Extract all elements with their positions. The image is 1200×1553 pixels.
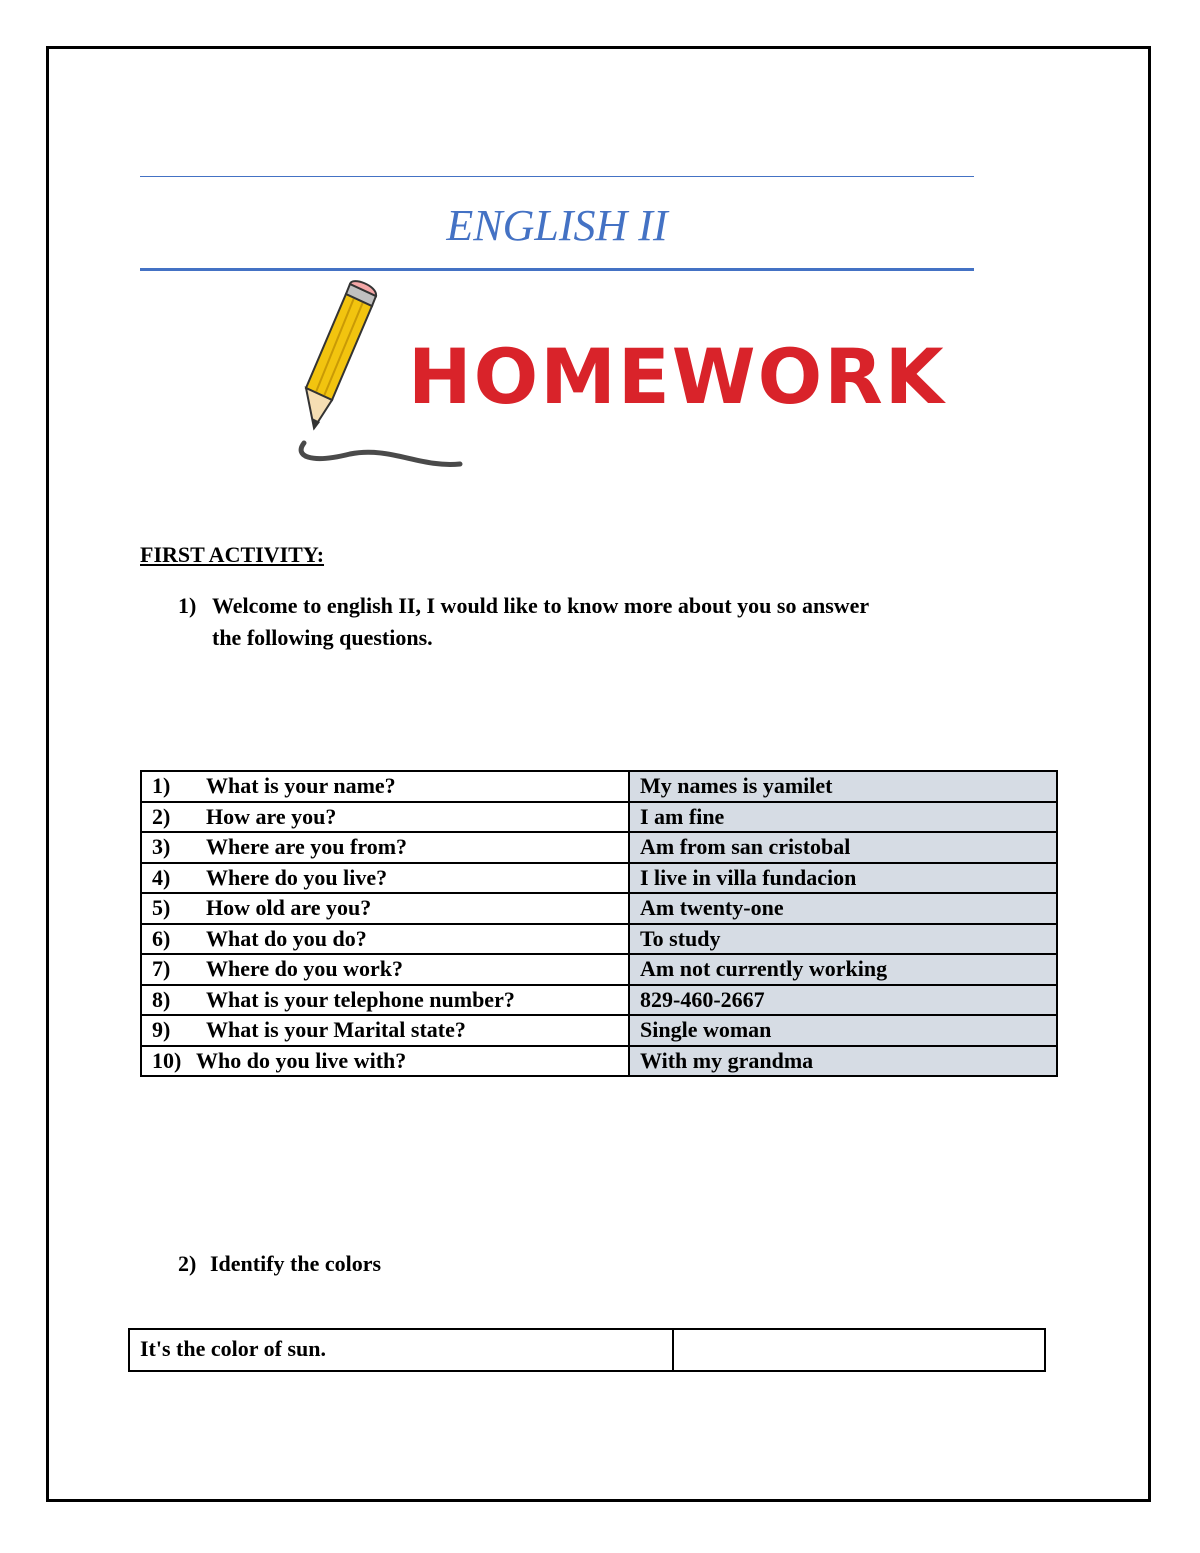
question-text: How old are you? xyxy=(206,895,372,921)
question-cell xyxy=(141,924,629,955)
question-number: 2) xyxy=(152,803,171,829)
question-cell xyxy=(141,832,629,863)
question-cell xyxy=(141,954,629,985)
document-title: ENGLISH II xyxy=(446,201,668,250)
answer-cell[interactable]: Single woman xyxy=(629,1015,1057,1046)
table-row xyxy=(141,1046,1057,1077)
colors-table xyxy=(128,1328,1046,1372)
colors-instruction-number: 2) xyxy=(178,1251,197,1276)
question-number: 3) xyxy=(152,834,171,860)
question-text: What is your telephone number? xyxy=(206,986,515,1012)
question-number: 10) xyxy=(152,1047,182,1073)
answer-cell[interactable]: 829-460-2667 xyxy=(629,985,1057,1016)
answer-cell[interactable]: I am fine xyxy=(629,802,1057,833)
question-text: What is your name? xyxy=(206,773,396,799)
question-cell xyxy=(141,1046,629,1077)
question-cell xyxy=(141,863,629,894)
table-row xyxy=(141,771,1057,802)
question-text: Where are you from? xyxy=(206,834,408,860)
title-rule-top xyxy=(140,176,974,177)
answer-cell[interactable]: To study xyxy=(629,924,1057,955)
question-cell xyxy=(141,1015,629,1046)
question-text: How are you? xyxy=(206,803,337,829)
question-number: 4) xyxy=(152,864,171,890)
answer-cell[interactable]: Am not currently working xyxy=(629,954,1057,985)
color-answer-cell[interactable] xyxy=(673,1329,1045,1371)
answer-cell[interactable]: With my grandma xyxy=(629,1046,1057,1077)
question-cell xyxy=(141,771,629,802)
question-cell xyxy=(141,893,629,924)
table-row xyxy=(141,1015,1057,1046)
question-text: What do you do? xyxy=(206,925,367,951)
table-row xyxy=(141,863,1057,894)
table-row xyxy=(141,954,1057,985)
instruction-line-2: the following questions. xyxy=(212,625,433,650)
homework-clipart xyxy=(290,278,946,478)
question-cell xyxy=(141,985,629,1016)
questions-table xyxy=(140,770,1058,1077)
question-number: 9) xyxy=(152,1017,171,1043)
question-text: Who do you live with? xyxy=(196,1047,407,1073)
question-number: 6) xyxy=(152,925,171,951)
color-clue-cell: It's the color of sun. xyxy=(129,1329,673,1371)
question-number: 7) xyxy=(152,956,171,982)
colors-instruction: Identify the colors xyxy=(210,1251,382,1276)
table-row xyxy=(141,985,1057,1016)
question-cell xyxy=(141,802,629,833)
question-text: Where do you work? xyxy=(206,956,403,982)
answer-cell[interactable]: I live in villa fundacion xyxy=(629,863,1057,894)
title-rule-bottom xyxy=(140,268,974,271)
table-row xyxy=(141,924,1057,955)
question-number: 1) xyxy=(152,773,171,799)
question-text: What is your Marital state? xyxy=(206,1017,466,1043)
table-row xyxy=(141,832,1057,863)
question-number: 5) xyxy=(152,895,171,921)
homework-logo-text: HOMEWORK xyxy=(408,332,946,421)
table-row xyxy=(141,893,1057,924)
answer-cell[interactable]: Am from san cristobal xyxy=(629,832,1057,863)
answer-cell[interactable]: My names is yamilet xyxy=(629,771,1057,802)
instruction-number: 1) xyxy=(178,593,197,618)
question-text: Where do you live? xyxy=(206,864,388,890)
first-activity-heading: FIRST ACTIVITY: xyxy=(140,542,325,567)
question-number: 8) xyxy=(152,986,171,1012)
table-row xyxy=(129,1329,1045,1371)
answer-cell[interactable]: Am twenty-one xyxy=(629,893,1057,924)
table-row xyxy=(141,802,1057,833)
instruction-line-1: Welcome to english II, I would like to know more about you so answer xyxy=(212,593,870,618)
